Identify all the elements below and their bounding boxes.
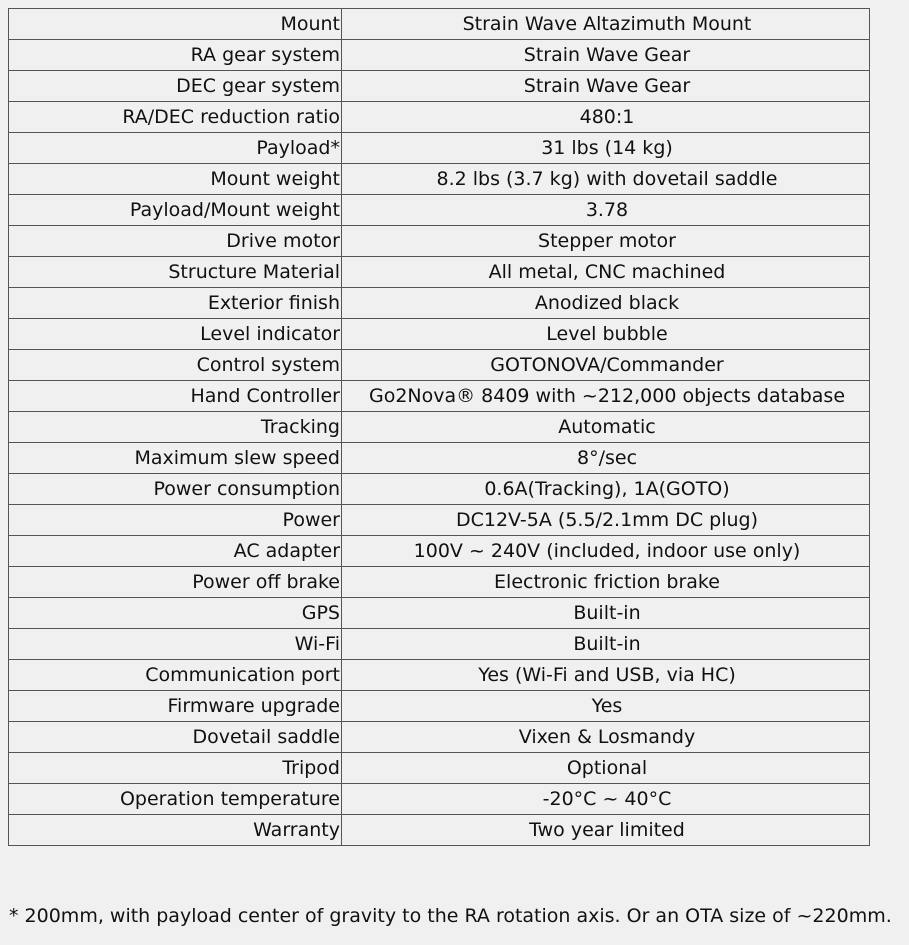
spec-value: Two year limited xyxy=(342,815,870,846)
spec-row xyxy=(9,629,870,660)
spec-label: Operation temperature xyxy=(9,784,342,815)
spec-label: Maximum slew speed xyxy=(9,443,342,474)
spec-row xyxy=(9,319,870,350)
spec-row xyxy=(9,71,870,102)
spec-row xyxy=(9,350,870,381)
spec-row xyxy=(9,536,870,567)
spec-row xyxy=(9,40,870,71)
spec-value: Built-in xyxy=(342,629,870,660)
spec-label: Warranty xyxy=(9,815,342,846)
spec-row xyxy=(9,474,870,505)
spec-value: Strain Wave Gear xyxy=(342,40,870,71)
spec-value: Stepper motor xyxy=(342,226,870,257)
spec-value: All metal, CNC machined xyxy=(342,257,870,288)
spec-row xyxy=(9,257,870,288)
spec-label: Control system xyxy=(9,350,342,381)
spec-value: Strain Wave Altazimuth Mount xyxy=(342,9,870,40)
spec-label: Tracking xyxy=(9,412,342,443)
spec-label: Wi-Fi xyxy=(9,629,342,660)
spec-value: Yes (Wi-Fi and USB, via HC) xyxy=(342,660,870,691)
spec-label: Exterior finish xyxy=(9,288,342,319)
spec-label: Level indicator xyxy=(9,319,342,350)
spec-row xyxy=(9,288,870,319)
spec-value: Level bubble xyxy=(342,319,870,350)
spec-label: Hand Controller xyxy=(9,381,342,412)
spec-row xyxy=(9,691,870,722)
spec-value: 31 lbs (14 kg) xyxy=(342,133,870,164)
spec-value: 0.6A(Tracking), 1A(GOTO) xyxy=(342,474,870,505)
spec-row xyxy=(9,412,870,443)
spec-row xyxy=(9,443,870,474)
spec-row xyxy=(9,567,870,598)
spec-value: 3.78 xyxy=(342,195,870,226)
spec-value: Anodized black xyxy=(342,288,870,319)
spec-row xyxy=(9,195,870,226)
spec-label: DEC gear system xyxy=(9,71,342,102)
spec-value: Strain Wave Gear xyxy=(342,71,870,102)
spec-value: 480:1 xyxy=(342,102,870,133)
spec-row xyxy=(9,102,870,133)
spec-value: Built-in xyxy=(342,598,870,629)
spec-value: Automatic xyxy=(342,412,870,443)
spec-row xyxy=(9,753,870,784)
spec-value: -20°C ~ 40°C xyxy=(342,784,870,815)
spec-value: 8°/sec xyxy=(342,443,870,474)
spec-label: Mount weight xyxy=(9,164,342,195)
spec-label: Power consumption xyxy=(9,474,342,505)
spec-row xyxy=(9,815,870,846)
spec-row xyxy=(9,784,870,815)
payload-footnote: * 200mm, with payload center of gravity to the RA rotation axis. Or an OTA size of ~220mm. xyxy=(9,905,892,927)
spec-value: Optional xyxy=(342,753,870,784)
spec-label: RA gear system xyxy=(9,40,342,71)
spec-label: RA/DEC reduction ratio xyxy=(9,102,342,133)
spec-label: Structure Material xyxy=(9,257,342,288)
specifications-table xyxy=(8,8,870,846)
spec-value: Electronic friction brake xyxy=(342,567,870,598)
spec-row xyxy=(9,381,870,412)
spec-row xyxy=(9,722,870,753)
spec-label: Communication port xyxy=(9,660,342,691)
spec-value: Vixen & Losmandy xyxy=(342,722,870,753)
spec-row xyxy=(9,9,870,40)
spec-label: AC adapter xyxy=(9,536,342,567)
spec-row xyxy=(9,164,870,195)
spec-label: Drive motor xyxy=(9,226,342,257)
spec-row xyxy=(9,660,870,691)
spec-value: DC12V-5A (5.5/2.1mm DC plug) xyxy=(342,505,870,536)
spec-value: Go2Nova® 8409 with ~212,000 objects database xyxy=(342,381,870,412)
spec-label: Tripod xyxy=(9,753,342,784)
spec-value: 8.2 lbs (3.7 kg) with dovetail saddle xyxy=(342,164,870,195)
spec-label: Payload* xyxy=(9,133,342,164)
spec-label: Mount xyxy=(9,9,342,40)
spec-row xyxy=(9,505,870,536)
spec-row xyxy=(9,133,870,164)
spec-row xyxy=(9,598,870,629)
spec-value: 100V ~ 240V (included, indoor use only) xyxy=(342,536,870,567)
spec-value: GOTONOVA/Commander xyxy=(342,350,870,381)
spec-label: Payload/Mount weight xyxy=(9,195,342,226)
spec-label: Power xyxy=(9,505,342,536)
spec-value: Yes xyxy=(342,691,870,722)
specifications-table-body xyxy=(9,9,870,846)
spec-row xyxy=(9,226,870,257)
spec-label: GPS xyxy=(9,598,342,629)
spec-label: Power off brake xyxy=(9,567,342,598)
spec-label: Firmware upgrade xyxy=(9,691,342,722)
spec-label: Dovetail saddle xyxy=(9,722,342,753)
